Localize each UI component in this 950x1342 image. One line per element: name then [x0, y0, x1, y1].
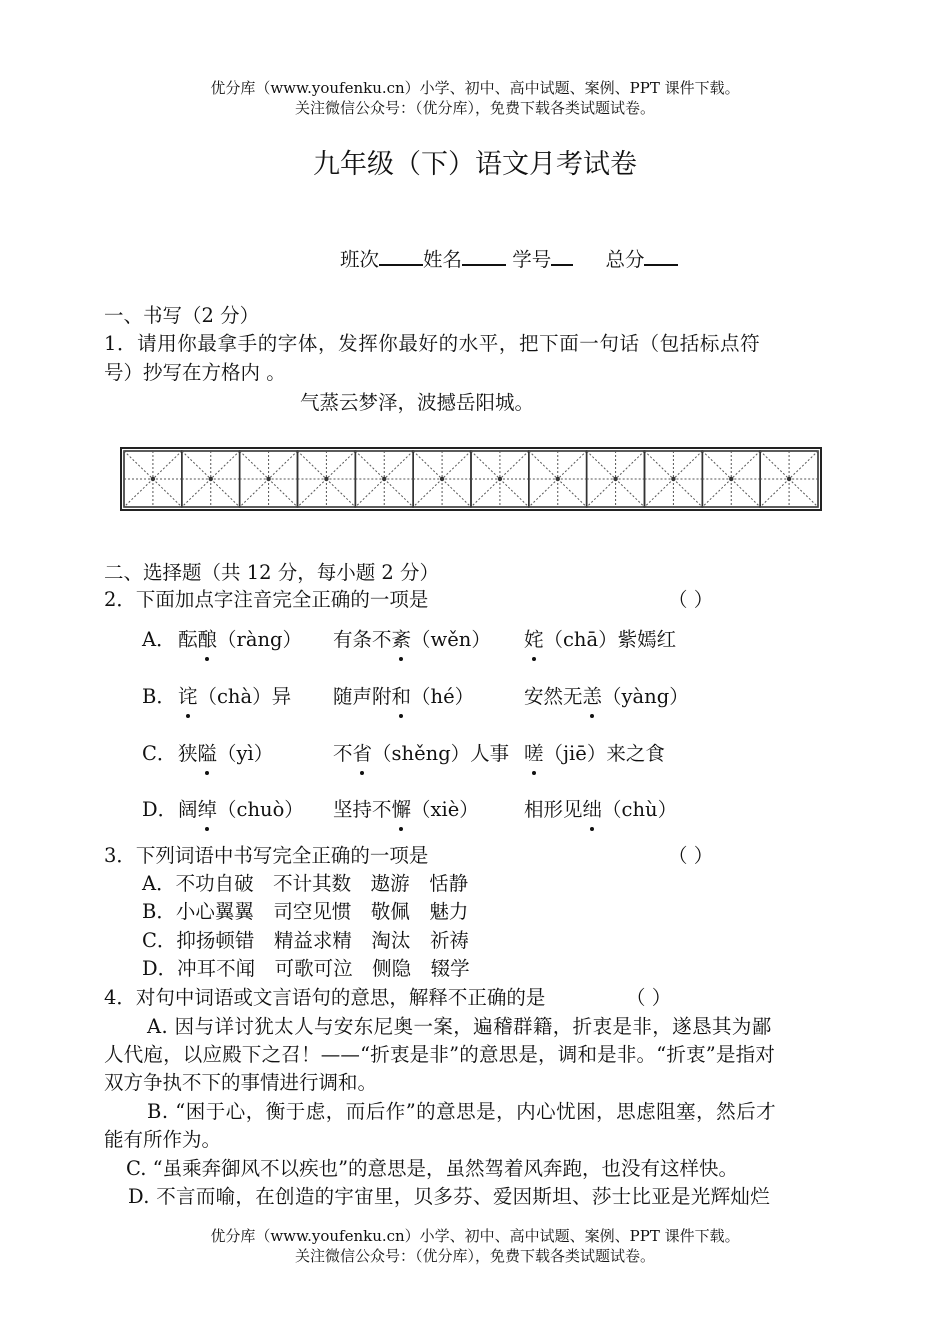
q3-option-b: B．小心翼翼 司空见惯 敬佩 魅力	[142, 900, 469, 923]
number-label: 学号	[512, 248, 552, 271]
grid-cell-center-dot	[209, 477, 213, 481]
q2-option-a-col1	[178, 627, 302, 653]
q2-stem: 2．下面加点字注音完全正确的一项是	[104, 588, 429, 611]
writing-grid[interactable]	[120, 447, 822, 511]
text: （yàng）	[602, 685, 689, 708]
dotted-char: 省	[352, 742, 373, 765]
text: （hé）	[411, 685, 475, 708]
dotted-char: 紊	[391, 628, 412, 651]
text: （chà）异	[197, 685, 292, 708]
text: 有条不	[333, 628, 392, 651]
name-blank	[462, 246, 506, 266]
grid-cell-center-dot	[382, 477, 386, 481]
text: 酝	[178, 628, 198, 651]
q4-a-line1: A. 因与详讨犹太人与安东尼奥一案，遍稽群籍，折衷是非，遂恳其为鄙	[147, 1015, 772, 1038]
class-blank	[379, 246, 423, 266]
grid-cell-center-dot	[324, 477, 328, 481]
grid-cell-center-dot	[266, 477, 270, 481]
q3-stem: 3．下列词语中书写完全正确的一项是	[104, 844, 429, 867]
text: 阔	[178, 798, 198, 821]
text: 不	[333, 742, 353, 765]
q2-option-d-col1	[178, 797, 304, 823]
q4-stem: 4．对句中词语或文言语句的意思，解释不正确的是	[104, 986, 546, 1009]
section2-heading: 二、选择题（共 12 分，每小题 2 分）	[104, 561, 440, 584]
q2-option-a-col2	[333, 627, 491, 653]
dotted-char: 绌	[582, 798, 603, 821]
q2-option-c-col3	[524, 741, 665, 767]
footer-line-1: 优分库（www.youfenku.cn）小学、初中、高中试题、案例、PPT 课件下载。	[210, 1227, 740, 1245]
grid-cell-center-dot	[787, 477, 791, 481]
text: （chù）	[602, 798, 678, 821]
section1-heading: 一、书写（2 分）	[104, 304, 260, 327]
q2-option-b-letter: B．	[142, 685, 176, 708]
q4-b-line2: 能有所作为。	[104, 1128, 222, 1151]
q2-option-d-col3	[524, 797, 677, 823]
q4-d-line1: D. 不言而喻，在创造的宇宙里，贝多芬、爱因斯坦、莎士比亚是光辉灿烂	[128, 1185, 771, 1208]
page-title: 九年级（下）语文月考试卷	[313, 149, 637, 180]
text: （chuò）	[217, 798, 304, 821]
q2-option-b-col1	[178, 684, 291, 710]
text: （jiē）来之食	[543, 742, 665, 765]
text: （xiè）	[411, 798, 479, 821]
grid-cell-center-dot	[613, 477, 617, 481]
q2-option-d-letter: D．	[142, 798, 178, 821]
dotted-char: 姹	[524, 628, 544, 651]
q2-option-c-col1	[178, 741, 273, 767]
grid-cell-center-dot	[498, 477, 502, 481]
q2-option-c-col2	[333, 741, 509, 767]
q1-line1: 1．请用你最拿手的字体，发挥你最好的水平，把下面一句话（包括标点符	[104, 332, 761, 355]
class-label: 班次	[340, 248, 380, 271]
q4-a-line2: 人代庖，以应殿下之召！——“折衷是非”的意思是，调和是非。“折衷”是指对	[104, 1043, 776, 1066]
name-label: 姓名	[423, 248, 463, 271]
text: （ràng）	[217, 628, 303, 651]
q2-option-a-letter: A．	[142, 628, 176, 651]
q1-line2: 号）抄写在方格内 。	[104, 361, 286, 384]
dotted-char: 诧	[178, 685, 198, 708]
dotted-char: 懈	[391, 798, 412, 821]
q4-paren: （ ）	[626, 986, 672, 1009]
text: 坚持不	[333, 798, 392, 821]
q4-c-line1: C. “虽乘奔御风不以疾也”的意思是，虽然驾着风奔跑，也没有这样快。	[126, 1157, 739, 1180]
text: （wěn）	[411, 628, 491, 651]
footer-line-2: 关注微信公众号：（优分库），免费下载各类试题试卷。	[294, 1247, 655, 1265]
grid-cell-center-dot	[671, 477, 675, 481]
q3-option-c: C．抑扬顿错 精益求精 淘汰 祈祷	[142, 929, 469, 952]
q3-option-d: D．冲耳不闻 可歌可泣 侧隐 辍学	[142, 957, 470, 980]
q2-option-b-col3	[524, 684, 689, 710]
dotted-char: 和	[391, 685, 412, 708]
text: 狭	[178, 742, 198, 765]
grid-cell-center-dot	[729, 477, 733, 481]
q2-option-d-col2	[333, 797, 479, 823]
dotted-char: 酿	[197, 628, 218, 651]
dotted-char: 嗟	[524, 742, 544, 765]
q4-b-line1: B. “困于心，衡于虑，而后作”的意思是，内心忧困，思虑阻塞，然后才	[147, 1100, 777, 1123]
header-line-2: 关注微信公众号：（优分库），免费下载各类试题试卷。	[294, 99, 655, 117]
score-blank	[644, 246, 678, 266]
text: 安然无	[524, 685, 583, 708]
student-info	[340, 246, 678, 273]
grid-cell-center-dot	[151, 477, 155, 481]
q1-sentence: 气蒸云梦泽，波撼岳阳城。	[300, 391, 535, 414]
dotted-char: 隘	[197, 742, 218, 765]
dotted-char: 绰	[197, 798, 218, 821]
q2-paren: （ ）	[668, 588, 714, 611]
text: （chā）紫嫣红	[543, 628, 677, 651]
text: （shěng）人事	[372, 742, 510, 765]
grid-cell-center-dot	[440, 477, 444, 481]
text: 相形见	[524, 798, 583, 821]
text: 随声附	[333, 685, 392, 708]
q2-option-b-col2	[333, 684, 474, 710]
q3-option-a: A．不功自破 不计其数 遨游 恬静	[142, 872, 469, 895]
q3-paren: （ ）	[668, 844, 714, 867]
grid-cell-center-dot	[556, 477, 560, 481]
dotted-char: 恙	[582, 685, 603, 708]
number-blank	[551, 246, 573, 266]
text: （yì）	[217, 742, 274, 765]
q2-option-c-letter: C．	[142, 742, 177, 765]
q4-a-line3: 双方争执不下的事情进行调和。	[104, 1071, 378, 1094]
header-line-1: 优分库（www.youfenku.cn）小学、初中、高中试题、案例、PPT 课件下载。	[210, 79, 740, 97]
score-label: 总分	[605, 248, 645, 271]
q2-option-a-col3	[524, 627, 676, 653]
